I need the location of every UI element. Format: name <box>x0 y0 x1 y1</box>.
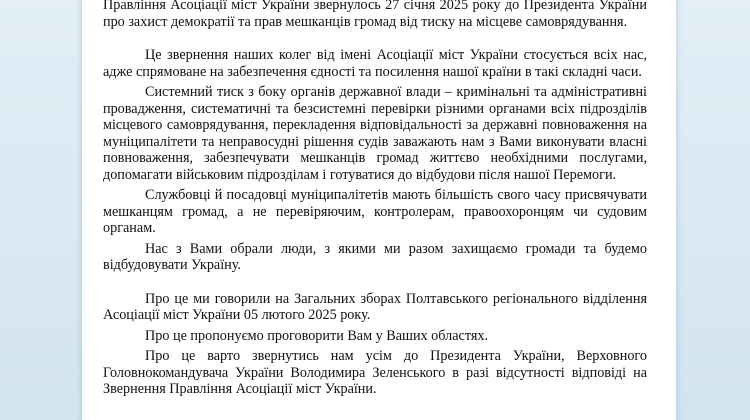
document-body <box>103 0 647 398</box>
paragraph-general-meeting: Про це ми говорили на Загальних зборах Полтавського регіонального відділення Асоціації міст України 05 лютого 2025 року. <box>103 290 647 323</box>
paragraph-colleagues-appeal: Це звернення наших колег від імені Асоціації міст України стосується всіх нас, адже спрямоване на забезпечення єдності та посилення нашої країни в такі складні часи. <box>103 47 647 80</box>
paragraph-appeal-to-president: Про це варто звернутись нам усім до Президента України, Верховного Головнокомандувача України Володимира Зеленського в разі відсутності відповіді на Звернення Правління Асоціації міст України. <box>103 348 647 397</box>
paragraph-appeal-intro: Правління Асоціації міст України звернулось 27 січня 2025 року до Президента України про захист демократії та прав мешканців громад від тиску на місцеве самоврядування. <box>103 0 647 30</box>
paragraph-systemic-pressure: Системний тиск з боку органів державної влади – кримінальні та адміністративні провадження, систематичні та безсистемні перевірки різними органами всіх підрозділів місцевого самоврядування, перекладення відповідальності за державні повноваження на муніципалітети та неправосудні рішення судів заважають нам з Вами виконувати власні повноваження, забезпечувати мешканців громад життєво необхідними послугами, допомагати військовим підрозділам і готуватися до відбудови після нашої Перемоги. <box>103 84 647 183</box>
paragraph-regional-discussion: Про це пропонуємо проговорити Вам у Ваших областях. <box>145 327 488 344</box>
paragraph-elected-by-people: Нас з Вами обрали люди, з якими ми разом захищаємо громади та будемо відбудовувати Україну. <box>103 240 647 273</box>
paragraph-officials-time: Службовці й посадовці муніципалітетів мають більшість свого часу присвячувати мешканцям громад, а не перевіряючим, контролерам, правоохоронцям чи судовим органам. <box>103 187 647 236</box>
